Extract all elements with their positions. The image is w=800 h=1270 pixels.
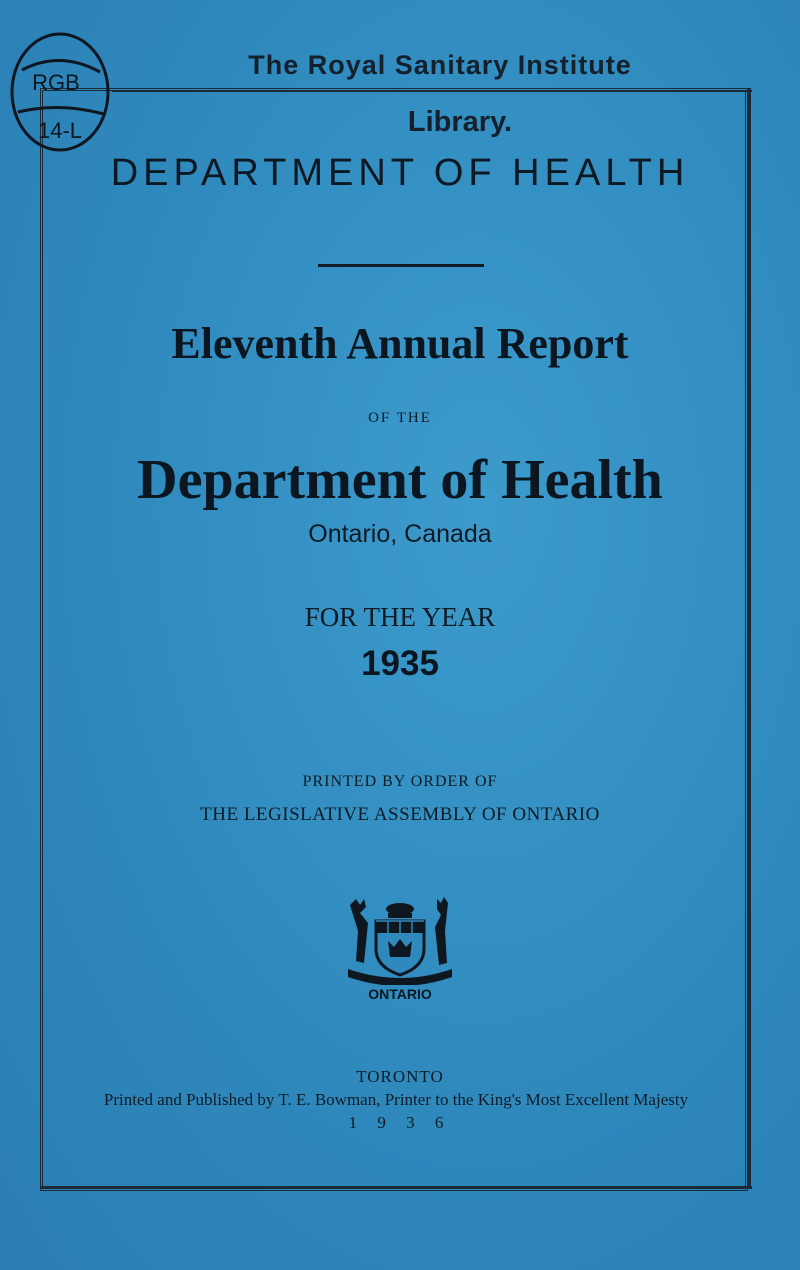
library-rule bbox=[112, 90, 752, 92]
imprint-printer: Printed and Published by T. E. Bowman, Printer to the King's Most Excellent Majesty bbox=[103, 1090, 689, 1109]
for-the-year-label: FOR THE YEAR bbox=[304, 602, 496, 632]
library-stamp bbox=[8, 30, 113, 160]
page-border bbox=[37, 88, 748, 1191]
stamp-number: 14-L bbox=[37, 118, 83, 143]
library-subtitle: Library. bbox=[407, 106, 513, 138]
imprint-city: TORONTO bbox=[356, 1067, 444, 1086]
report-year: 1935 bbox=[361, 644, 439, 683]
library-institute-title: The Royal Sanitary Institute bbox=[248, 50, 632, 80]
department-heading: DEPARTMENT OF HEALTH bbox=[110, 152, 690, 194]
ontario-coat-of-arms bbox=[340, 895, 460, 985]
department-name: Department of Health bbox=[137, 449, 663, 511]
stamp-classmark: RGB bbox=[32, 70, 80, 95]
border-bottom-edge bbox=[40, 1186, 752, 1189]
imprint-year: 1 9 3 6 bbox=[348, 1113, 452, 1132]
border-right-edge bbox=[748, 88, 751, 1188]
title-divider bbox=[318, 264, 484, 267]
crest-label: ONTARIO bbox=[368, 986, 432, 1002]
library-stamp-graphic bbox=[8, 30, 113, 160]
title-connector: OF THE bbox=[368, 410, 432, 426]
crest-icon bbox=[340, 895, 460, 985]
location-line: Ontario, Canada bbox=[308, 520, 492, 548]
legislative-assembly-line: THE LEGISLATIVE ASSEMBLY OF ONTARIO bbox=[200, 804, 600, 825]
report-title: Eleventh Annual Report bbox=[171, 319, 629, 368]
printed-by-line: PRINTED BY ORDER OF bbox=[302, 773, 498, 790]
